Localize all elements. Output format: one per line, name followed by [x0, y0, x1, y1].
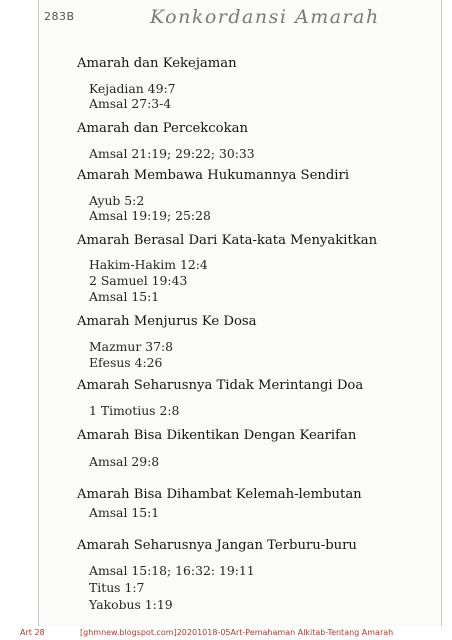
- bible-reference: Amsal 19:19; 25:28: [89, 208, 211, 223]
- bible-reference: Efesus 4:26: [89, 355, 163, 370]
- section-heading: Amarah Bisa Dihambat Kelemah-lembutan: [77, 487, 362, 502]
- bible-reference: Amsal 15:1: [89, 289, 160, 304]
- bible-reference: Titus 1:7: [89, 580, 145, 595]
- bible-reference: Amsal 27:3-4: [89, 96, 172, 111]
- bible-reference: Yakobus 1:19: [89, 597, 173, 612]
- bible-reference: Hakim-Hakim 12:4: [89, 257, 208, 272]
- bible-reference: Ayub 5:2: [89, 193, 145, 208]
- section-heading: Amarah dan Percekcokan: [77, 121, 248, 136]
- bible-reference: 1 Timotius 2:8: [89, 403, 180, 418]
- page-number: 283B: [44, 10, 75, 23]
- section-heading: Amarah Membawa Hukumannya Sendiri: [77, 168, 350, 183]
- bible-reference: Kejadian 49:7: [89, 81, 176, 96]
- bible-reference: Amsal 15:18; 16:32: 19:11: [89, 563, 255, 578]
- section-heading: Amarah Seharusnya Jangan Terburu-buru: [77, 538, 357, 553]
- bible-reference: Mazmur 37:8: [89, 339, 174, 354]
- footer-source-link[interactable]: [ghmnew.blogspot.com]20201018-05Art-Pemahaman Alkitab-Tentang Amarah: [80, 628, 394, 637]
- bible-reference: Amsal 21:19; 29:22; 30:33: [89, 146, 255, 161]
- section-heading: Amarah Seharusnya Tidak Merintangi Doa: [77, 378, 364, 393]
- section-heading: Amarah Bisa Dikentikan Dengan Kearifan: [77, 428, 357, 443]
- bible-reference: 2 Samuel 19:43: [89, 273, 188, 288]
- section-heading: Amarah Menjurus Ke Dosa: [77, 314, 257, 329]
- section-heading: Amarah Berasal Dari Kata-kata Menyakitkan: [77, 233, 378, 248]
- bible-reference: Amsal 29:8: [89, 454, 160, 469]
- handwritten-title: Konkordansi Amarah: [150, 6, 380, 28]
- section-heading: Amarah dan Kekejaman: [77, 56, 237, 71]
- footer-article-number: Art 28: [20, 628, 45, 637]
- page-footer: [0, 626, 452, 640]
- bible-reference: Amsal 15:1: [89, 505, 160, 520]
